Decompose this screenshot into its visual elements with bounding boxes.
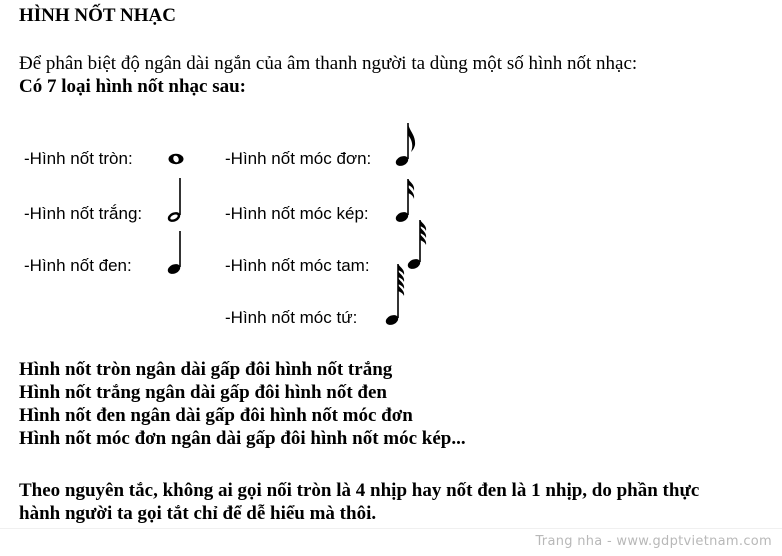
half-note-icon [164,176,188,226]
relation-line-2: Hình nốt trắng ngân dài gấp đôi hình nốt đen [19,382,387,403]
label-half-note: -Hình nốt trắng: [24,204,143,223]
quarter-note-icon [164,229,188,279]
relation-line-4: Hình nốt móc đơn ngân dài gấp đôi hình nốt móc kép... [19,428,466,449]
footer-bar [0,528,782,556]
label-whole-note: -Hình nốt tròn: [24,149,133,168]
label-sixtyfourth-note: -Hình nốt móc tứ: [225,308,358,327]
page-title: HÌNH NỐT NHẠC [19,5,176,26]
count-heading: Có 7 loại hình nốt nhạc sau: [19,76,247,97]
sixtyfourth-note-icon [383,262,413,330]
conclusion-line-2: hành người ta gọi tắt chỉ để dễ hiểu mà thôi. [19,503,377,524]
conclusion-line-1: Theo nguyên tắc, không ai gọi nối tròn là 4 nhịp hay nốt đen là 1 nhịp, do phần thực [19,480,700,501]
footer-watermark: Trang nha - www.gdptvietnam.com [535,534,772,549]
relation-line-1: Hình nốt tròn ngân dài gấp đôi hình nốt trắng [19,359,393,380]
label-thirtysecond-note: -Hình nốt móc tam: [225,256,370,275]
intro-text: Để phân biệt độ ngân dài ngắn của âm thanh người ta dùng một số hình nốt nhạc: [19,53,638,74]
whole-note-icon [164,150,188,168]
label-sixteenth-note: -Hình nốt móc kép: [225,204,369,223]
label-quarter-note: -Hình nốt đen: [24,256,132,275]
relation-line-3: Hình nốt đen ngân dài gấp đôi hình nốt móc đơn [19,405,413,426]
label-eighth-note: -Hình nốt móc đơn: [225,149,372,168]
eighth-note-icon [393,121,423,171]
